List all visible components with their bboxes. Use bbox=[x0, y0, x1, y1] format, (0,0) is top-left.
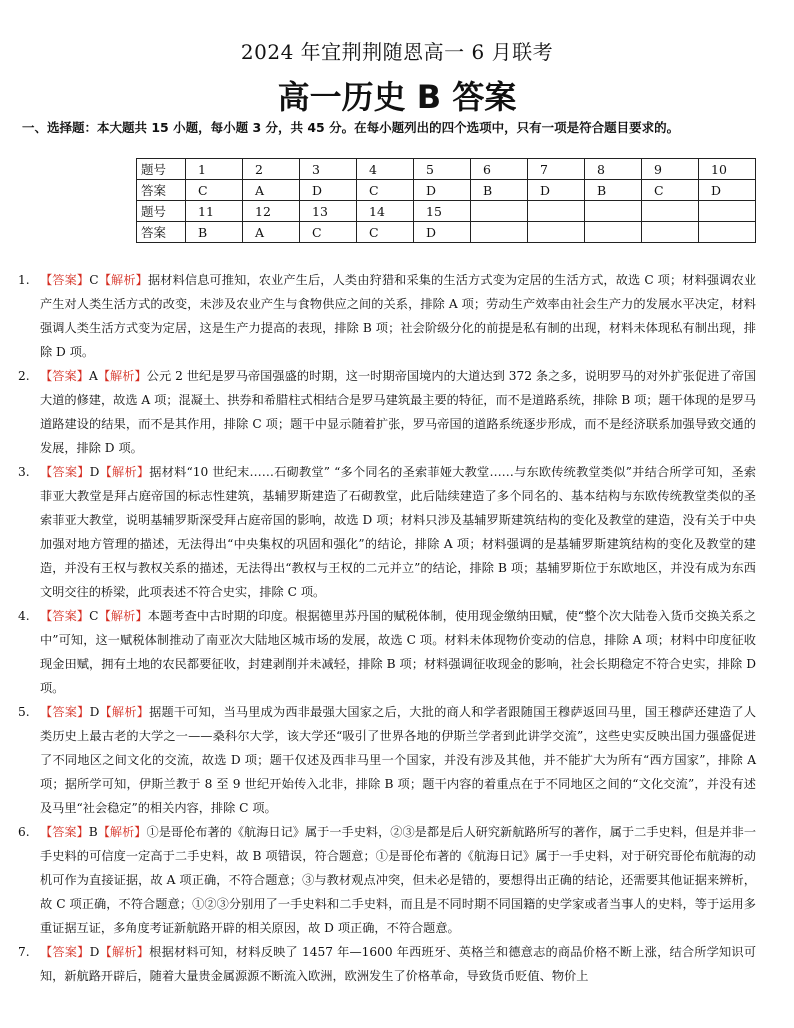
table-cell: 3 bbox=[300, 159, 357, 180]
analysis-text: ①是哥伦布著的《航海日记》属于一手史料，②③是都是后人研究新航路所写的著作，属于二手史料，但是并非一手史料的可信度一定高于二手史料，故 B 项错误，符合题意；①是哥伦布著的《航海日记》属于一手史料，对于研究哥伦布航海的动机可作为直接证据，故 A 项正确，不符合题意；③与教材观点冲突，但未必是错的，要想得出正确的结论，还需要其他证据来辨析，故 C 项正确，不符合题意；①②③分别用了一手史料和二手史料，而且是不同时期不同国籍的史学家或者当事人的史料，等于运用多重证据互证，多角度考证新航路开辟的相关原因，故 D 项正确，不符合题意。 bbox=[40, 825, 757, 935]
table-cell: 7 bbox=[528, 159, 585, 180]
answer-letter: B bbox=[88, 825, 98, 839]
analysis-text: 本题考查中古时期的印度。根据德里苏丹国的赋税体制，使用现金缴纳田赋，使“整个次大陆卷入货币交换关系之中”可知，这一赋税体制推动了南亚次大陆地区城市场的发展，故选 C 项。材料未体现物价变动的信息，排除 A 项；材料中印度征收现金田赋，拥有土地的农民都要征收，封建剥削并未减轻，排除 B 项；材料强调征收现金的影响，社会长期稳定不符合史实，排除 D 项。 bbox=[40, 609, 757, 695]
analysis-text: 据题干可知，当马里成为西非最强大国家之后，大批的商人和学者跟随国王穆萨返回马里，国王穆萨还建造了人类历史上最古老的大学之一——桑科尔大学，该大学还“吸引了世界各地的伊斯兰学者到此讲学交流”，这些史实反映出国力强盛促进了不同地区之间文化的交流，故选 D 项；题干仅述及西非马里一个国家，并没有涉及其他，并不能扩大为所有“西方国家”，排除 A 项；据所学可知，伊斯兰教于 8 至 9 世纪开始传入北非，排除 B 项；题干内容的着重点在于不同地区之间的“文化交流”，并没有述及马里“社会稳定”的相关内容，排除 C 项。 bbox=[40, 705, 757, 815]
item-number: 4. bbox=[18, 609, 30, 623]
analysis-label: 【解析】 bbox=[98, 609, 148, 623]
table-row bbox=[137, 159, 756, 180]
table-cell bbox=[585, 222, 642, 243]
table-cell: 11 bbox=[186, 201, 243, 222]
analysis-label: 【解析】 bbox=[97, 825, 147, 839]
table-row bbox=[137, 201, 756, 222]
table-cell: D bbox=[300, 180, 357, 201]
table-row bbox=[137, 180, 756, 201]
table-cell: C bbox=[300, 222, 357, 243]
table-cell: 2 bbox=[243, 159, 300, 180]
table-cell bbox=[471, 201, 528, 222]
table-cell bbox=[528, 201, 585, 222]
analysis-label: 【解析】 bbox=[97, 369, 147, 383]
table-cell: C bbox=[642, 180, 699, 201]
list-item bbox=[18, 820, 757, 940]
table-cell bbox=[642, 201, 699, 222]
table-cell: D bbox=[414, 180, 471, 201]
table-cell: 4 bbox=[357, 159, 414, 180]
answer-label: 【答案】 bbox=[40, 465, 90, 479]
answer-label: 【答案】 bbox=[40, 945, 90, 959]
table-row-label: 答案 bbox=[137, 222, 186, 243]
table-cell: D bbox=[528, 180, 585, 201]
answer-letter: C bbox=[89, 273, 99, 287]
item-number: 2. bbox=[18, 369, 30, 383]
table-cell: 6 bbox=[471, 159, 528, 180]
table-cell: A bbox=[243, 222, 300, 243]
analysis-text: 根据材料可知，材料反映了 1457 年—1600 年西班牙、英格兰和德意志的商品价格不断上涨，结合所学知识可知，新航路开辟后，随着大量贵金属源源不断流入欧洲，欧洲发生了价格革命，导致货币贬值、物价上 bbox=[40, 945, 757, 983]
answer-table bbox=[136, 158, 756, 243]
table-cell bbox=[699, 222, 756, 243]
list-item bbox=[18, 700, 757, 820]
table-cell: 10 bbox=[699, 159, 756, 180]
exam-subtitle: 2024 年宜荆荆随恩高一 6 月联考 bbox=[240, 40, 554, 64]
answer-letter: A bbox=[88, 369, 98, 383]
explanation-list bbox=[0, 268, 794, 988]
table-cell: B bbox=[186, 222, 243, 243]
table-cell: C bbox=[186, 180, 243, 201]
answer-letter: D bbox=[89, 705, 100, 719]
table-row-label: 题号 bbox=[137, 159, 186, 180]
analysis-text: 据材料信息可推知，农业产生后，人类由狩猎和采集的生活方式变为定居的生活方式，故选 C 项；材料强调农业产生对人类生活方式的改变，未涉及农业产生与食物供应之间的关系，排除 A 项；劳动生产效率由社会生产力的发展水平决定，材料强调人类生活方式变为定居，这是生产力提高的表现，排除 B 项；社会阶级分化的前提是私有制的出现，材料未体现私有制出现，排除 D 项。 bbox=[40, 273, 757, 359]
answer-letter: D bbox=[89, 465, 100, 479]
table-cell: B bbox=[585, 180, 642, 201]
table-cell: C bbox=[357, 180, 414, 201]
table-cell bbox=[699, 201, 756, 222]
table-cell: 12 bbox=[243, 201, 300, 222]
list-item bbox=[18, 268, 757, 364]
answer-label: 【答案】 bbox=[40, 825, 89, 839]
table-cell: 9 bbox=[642, 159, 699, 180]
analysis-text: 公元 2 世纪是罗马帝国强盛的时期，这一时期帝国境内的大道达到 372 条之多，说明罗马的对外扩张促进了帝国大道的修建，故选 A 项；混凝土、拱券和希腊柱式相结合是罗马建筑最主要的特征，而不是道路系统，排除 B 项；题干体现的是罗马道路建设的结果，而不是其作用，排除 C 项；题干中显示随着扩张，罗马帝国的道路系统逐步形成，而不是经济联系加强导致交通的发展，排除 D 项。 bbox=[40, 369, 757, 455]
item-number: 3. bbox=[18, 465, 30, 479]
answer-label: 【答案】 bbox=[40, 273, 90, 287]
item-number: 7. bbox=[18, 945, 30, 959]
table-cell: D bbox=[414, 222, 471, 243]
analysis-label: 【解析】 bbox=[99, 465, 150, 479]
table-cell bbox=[471, 222, 528, 243]
table-cell: 14 bbox=[357, 201, 414, 222]
item-number: 1. bbox=[18, 273, 30, 287]
table-cell: A bbox=[243, 180, 300, 201]
list-item bbox=[18, 604, 757, 700]
item-number: 5. bbox=[18, 705, 30, 719]
table-cell: 1 bbox=[186, 159, 243, 180]
list-item bbox=[18, 460, 757, 604]
table-cell: B bbox=[471, 180, 528, 201]
list-item bbox=[18, 364, 757, 460]
analysis-label: 【解析】 bbox=[99, 705, 150, 719]
page-title: 高一历史 B 答案 bbox=[277, 78, 517, 116]
table-cell bbox=[642, 222, 699, 243]
answer-letter: C bbox=[89, 609, 99, 623]
analysis-label: 【解析】 bbox=[99, 945, 150, 959]
item-number: 6. bbox=[18, 825, 30, 839]
table-cell: 8 bbox=[585, 159, 642, 180]
table-cell: 13 bbox=[300, 201, 357, 222]
answer-label: 【答案】 bbox=[40, 369, 89, 383]
table-cell: 5 bbox=[414, 159, 471, 180]
table-cell bbox=[585, 201, 642, 222]
answer-label: 【答案】 bbox=[40, 609, 90, 623]
section-heading: 一、选择题：本大题共 15 小题，每小题 3 分，共 45 分。在每小题列出的四个选项中，只有一项是符合题目要求的。 bbox=[22, 120, 680, 135]
table-row-label: 答案 bbox=[137, 180, 186, 201]
answer-label: 【答案】 bbox=[40, 705, 90, 719]
analysis-label: 【解析】 bbox=[98, 273, 148, 287]
answer-letter: D bbox=[89, 945, 100, 959]
table-row bbox=[137, 222, 756, 243]
table-cell: 15 bbox=[414, 201, 471, 222]
analysis-text: 据材料“10 世纪末……石砌教堂” “多个同名的圣索菲娅大教堂……与东欧传统教堂类似”并结合所学可知，圣索菲亚大教堂是拜占庭帝国的标志性建筑，基辅罗斯建造了石砌教堂，此后陆续建造了多个同名的、基本结构与东欧传统教堂类似的圣索菲亚大教堂，说明基辅罗斯深受拜占庭帝国的影响，故选 D 项；材料只涉及基辅罗斯建筑结构的变化及教堂的建造，没有关于中央加强对地方管理的描述，无法得出“中央集权的巩固和强化”的结论，排除 A 项；材料强调的是基辅罗斯建筑结构的变化及教堂的建造，并没有王权与教权关系的描述，无法得出“教权与王权的二元并立”的结论，排除 B 项；基辅罗斯位于东欧地区，并没有成为东西文明交往的桥梁，此项表述不符合史实，排除 C 项。 bbox=[40, 465, 757, 599]
table-row-label: 题号 bbox=[137, 201, 186, 222]
table-cell bbox=[528, 222, 585, 243]
table-cell: D bbox=[699, 180, 756, 201]
table-cell: C bbox=[357, 222, 414, 243]
list-item bbox=[18, 940, 757, 988]
